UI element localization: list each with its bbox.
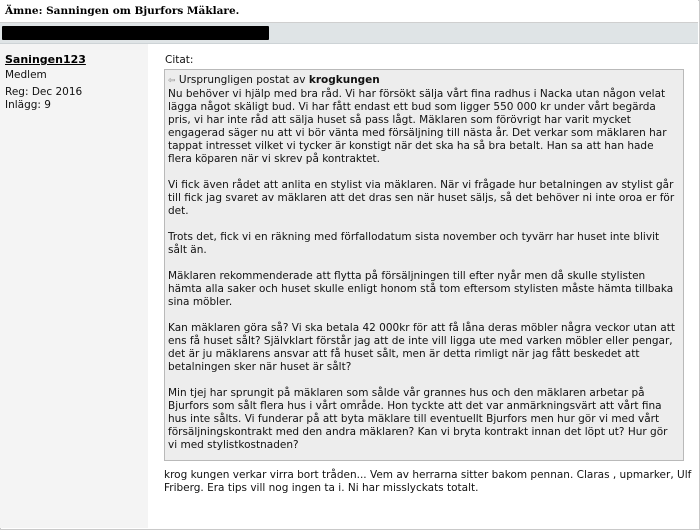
quote-attribution bbox=[168, 74, 677, 88]
user-info-column bbox=[0, 44, 148, 528]
quote-paragraph: Trots det, fick vi en räkning med förfallodatum sista november och tyvärr har huset inte blivit sålt än. bbox=[168, 231, 660, 256]
reply-text: krog kungen verkar virra bort tråden... Vem av herrarna sitter bakom pennan. Claras , upmarker, Ulf Friberg. Era tips vill nog ingen ta i. Ni har misslyckats totalt. bbox=[164, 469, 692, 494]
post-content-column bbox=[148, 44, 698, 528]
quote-paragraph: Mäklaren rekommenderade att flytta på försäljningen till efter nyår men då skulle stylisten hämta alla saker och huset skulle enligt honom stå tom eftersom stylisten måste hämta tillbaka sina möbler. bbox=[168, 270, 674, 308]
quote-attribution-prefix: Ursprungligen postat av bbox=[178, 74, 306, 86]
redacted-block bbox=[2, 26, 269, 40]
back-arrow-icon[interactable]: ⇦ bbox=[168, 76, 176, 86]
quote-paragraph: Nu behöver vi hjälp med bra råd. Vi har försökt sälja vårt fina radhus i Nacka utan någon velat lägga något skäligt bud. Vi har fått endast ett bud som ligger 550 000 kr under vårt begärda pris, vi har inte råd att sälja huset så pass lågt. Mäklaren som förövrigt har varit mycket engagerad säger nu att vi bör vänta med försäljning till nästa år. Det verkar som mäklaren har tappat intresset vilket vi tycker är konstigt när det ska ha så bra betalt. Han sa att han hade flera köparen när vi skrev på kontraktet. bbox=[168, 88, 667, 165]
quote-box bbox=[164, 69, 684, 461]
quote-label: Citat: bbox=[165, 54, 194, 66]
quote-paragraph: Kan mäklaren göra så? Vi ska betala 42 000kr för att få låna deras möbler några veckor utan att ens få huset sålt? Självklart förstår jag att de inte vill ligga ute med varken möbler eller pengar, det är ju mäklarens ansvar att få huset sålt, men är detta rimligt när jag fått beskedet att betalningen sker när huset är sålt? bbox=[168, 322, 675, 373]
username-link[interactable]: Saningen123 bbox=[5, 53, 86, 66]
quote-paragraph: Vi fick även rådet att anlita en stylist via mäklaren. När vi frågade hur betalningen av stylist går till fick jag svaret av mäklaren att det dras sen när huset säljs, så det behöver ni inte oroa er för det. bbox=[168, 179, 675, 217]
user-reg-date: Reg: Dec 2016 bbox=[5, 86, 83, 98]
post-subject: Ämne: Sanningen om Bjurfors Mäklare. bbox=[5, 5, 240, 17]
quote-paragraph: Min tjej har sprungit på mäklaren som sålde vår grannes hus och den mäklaren arbetar på Bjurfors som sålt flera hus i vårt område. Hon tyckte att det var anmärkningsvärt att vårt fina hus inte sålts. Vi funderar på att byta mäklare till eventuellt Bjurfors men hur gör vi med vårt försäljningskontrakt med den andra mäklaren? Kan vi bryta kontrakt innan det löpt ut? Hur gör vi med stylistkostnaden? bbox=[168, 387, 668, 451]
user-post-count: Inlägg: 9 bbox=[5, 99, 51, 111]
user-role: Medlem bbox=[5, 69, 47, 81]
quote-author: krogkungen bbox=[308, 74, 380, 86]
subject-bar bbox=[0, 0, 698, 23]
